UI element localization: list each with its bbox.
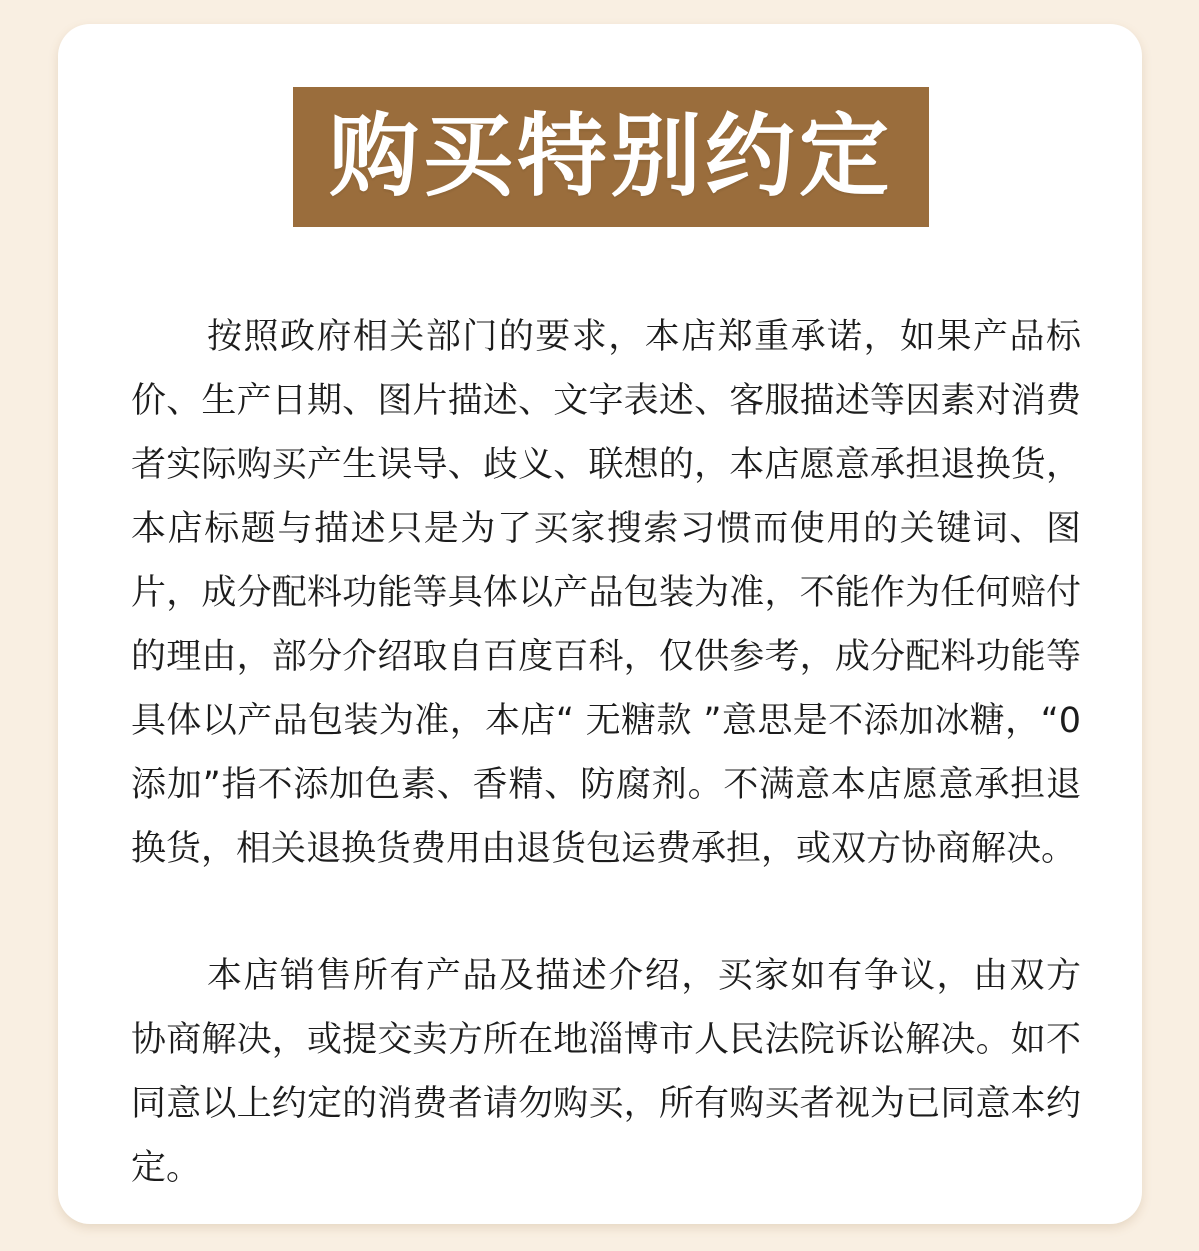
agreement-card: [58, 24, 1142, 1224]
page-title: 购买特别约定: [329, 104, 893, 209]
agreement-paragraph-2: 本店销售所有产品及描述介绍，买家如有争议，由双方协商解决，或提交卖方所在地淄博市人民法院诉讼解决。如不同意以上约定的消费者请勿购买，所有购买者视为已同意本约定。: [131, 956, 1081, 1188]
title-banner: [293, 87, 929, 227]
agreement-paragraph-1: 按照政府相关部门的要求，本店郑重承诺，如果产品标价、生产日期、图片描述、文字表述、客服描述等因素对消费者实际购买产生误导、歧义、联想的，本店愿意承担退换货，本店标题与描述只是为了买家搜索习惯而使用的关键词、图片，成分配料功能等具体以产品包装为准，不能作为任何赔付的理由，部分介绍取自百度百科，仅供参考，成分配料功能等具体以产品包装为准，本店“ 无糖款 ”意思是不添加冰糖，“0添加”指不添加色素、香精、防腐剂。不满意本店愿意承担退换货，相关退换货费用由退货包运费承担，或双方协商解决。: [131, 317, 1081, 869]
